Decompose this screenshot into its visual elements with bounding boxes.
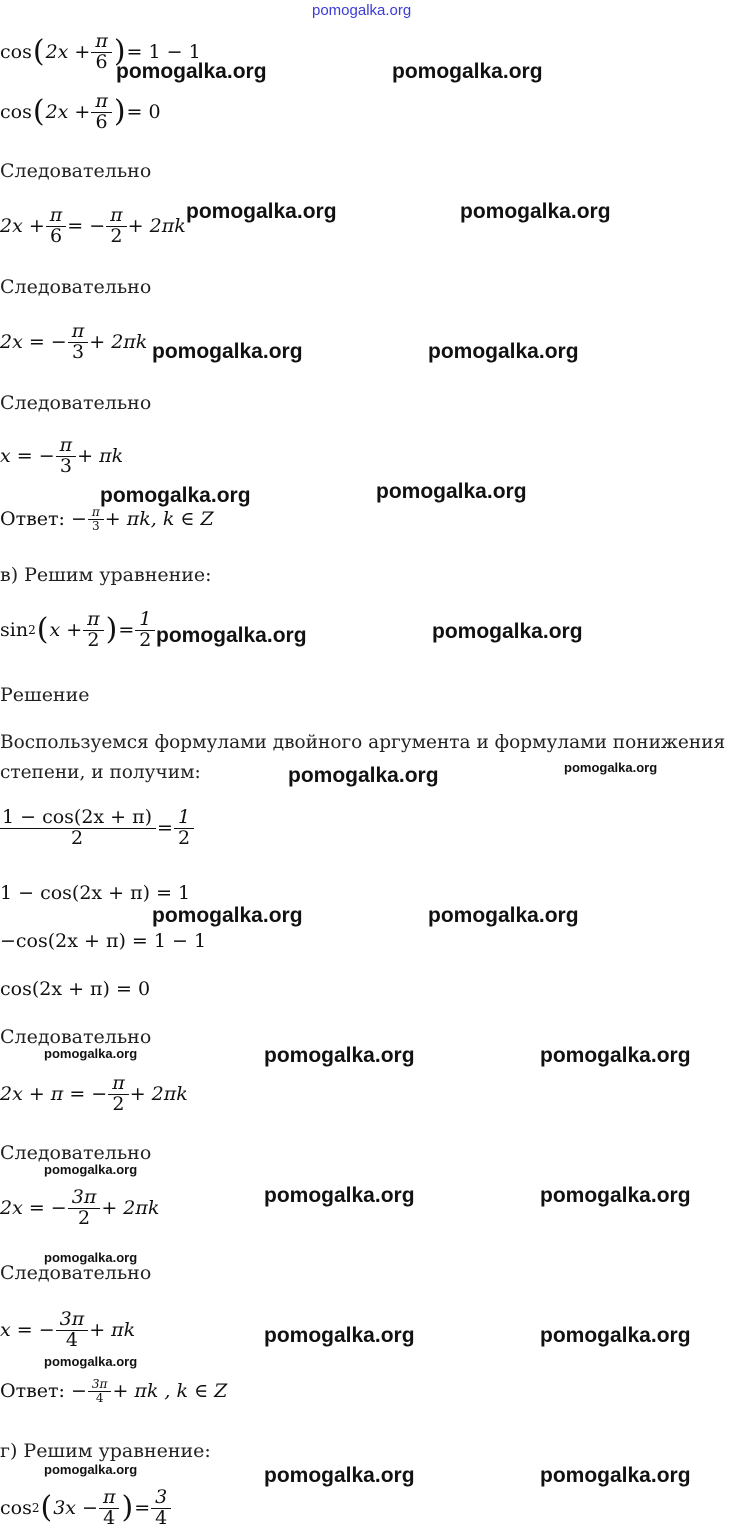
eq12-lhs: 2x = −: [0, 1197, 67, 1220]
watermark: pomogalka.org: [264, 1184, 415, 1207]
eq12-d1: 2: [68, 1208, 101, 1229]
reshenie-heading: Решение: [0, 684, 90, 706]
answer2-n1: 3π: [91, 1377, 108, 1391]
answer1-n1: π: [91, 505, 100, 519]
eq6-lparen: (: [36, 612, 49, 648]
eq3-n1: π: [49, 204, 63, 226]
sledovatelno-4: Следовательно: [0, 1026, 152, 1048]
answer1-frac: [90, 506, 102, 532]
eq6-mid: =: [118, 619, 135, 642]
watermark: pomogalka.org: [264, 1324, 415, 1347]
eq3-d2: 2: [106, 226, 127, 247]
eq7-frac1: [0, 808, 154, 849]
part-v-heading: в) Решим уравнение:: [0, 564, 212, 586]
eq5-lhs: x = −: [0, 445, 55, 468]
eq13-d1: 4: [56, 1330, 89, 1351]
eq5-d1: 3: [56, 456, 77, 477]
eq4-rhs: + 2πk: [89, 331, 148, 354]
eq1-lparen: (: [32, 34, 45, 70]
eq6-rparen: ): [105, 612, 118, 648]
eq6-d1: 2: [83, 630, 104, 651]
eq2-inner: 2x +: [45, 101, 91, 124]
sledovatelno-6: Следовательно: [0, 1262, 152, 1284]
equation-13: [0, 1310, 135, 1351]
equation-6: [0, 610, 156, 651]
watermark: pomogalka.org: [540, 1184, 691, 1207]
eq6-n1: π: [87, 608, 100, 630]
eq14-frac1: [101, 1488, 118, 1529]
eq1-rhs: = 1 − 1: [126, 41, 201, 64]
top-watermark: pomogalka.org: [312, 2, 412, 19]
eq14-d2: 4: [151, 1508, 171, 1529]
eq14-lparen: (: [40, 1490, 53, 1526]
eq11-lhs: 2x + π = −: [0, 1083, 108, 1106]
watermark: pomogalka.org: [392, 60, 543, 83]
sledovatelno-2: Следовательно: [0, 276, 152, 298]
watermark: pomogalka.org: [540, 1324, 691, 1347]
eq6-inner: x +: [49, 619, 83, 642]
eq6-frac2: [137, 610, 153, 651]
eq11-rhs: + 2πk: [129, 1083, 188, 1106]
eq1-den: 6: [91, 52, 112, 73]
watermark-small: pomogalka.org: [44, 1046, 138, 1061]
watermark: pomogalka.org: [100, 484, 251, 507]
eq13-n1: 3π: [59, 1308, 85, 1330]
eq6-fn: sin: [0, 619, 29, 642]
eq14-fn: cos: [0, 1497, 32, 1520]
eq7-num: 1 − cos(2x + π): [2, 806, 153, 828]
eq3-frac2: [108, 206, 125, 247]
equation-9: −cos(2x + π) = 1 − 1: [0, 930, 207, 952]
eq7-d2: 2: [174, 828, 194, 849]
eq14-frac2: [153, 1488, 169, 1529]
eq3-d1: 6: [46, 226, 67, 247]
watermark: pomogalka.org: [156, 624, 307, 647]
eq1-num: π: [95, 30, 108, 52]
eq6-frac1: [85, 610, 102, 651]
eq2-num: π: [95, 90, 108, 112]
eq3-frac1: [48, 206, 65, 247]
eq5-frac: [58, 436, 75, 477]
answer1-rhs: + πk, k ∈ Z: [104, 508, 214, 531]
eq4-lhs: 2x = −: [0, 331, 67, 354]
watermark-small: pomogalka.org: [44, 1354, 138, 1369]
eq11-d1: 2: [108, 1094, 129, 1115]
eq11-frac: [110, 1074, 127, 1115]
answer-2: [0, 1378, 227, 1404]
equation-7: [0, 808, 195, 849]
eq13-frac: [58, 1310, 87, 1351]
watermark: pomogalka.org: [116, 60, 267, 83]
equation-11: [0, 1074, 188, 1115]
eq1-inner: 2x +: [45, 41, 91, 64]
eq14-inner: 3x −: [53, 1497, 98, 1520]
eq14-mid: =: [134, 1497, 151, 1520]
answer2-frac: [90, 1378, 110, 1404]
eq14-pow: 2: [31, 1501, 40, 1516]
eq3-rhs: + 2πk: [127, 215, 186, 238]
eq3-n2: π: [110, 204, 123, 226]
eq14-d1: 4: [99, 1508, 120, 1529]
eq12-n1: 3π: [71, 1186, 97, 1208]
eq2-lparen: (: [32, 94, 45, 130]
eq2-rhs: = 0: [126, 101, 161, 124]
eq12-rhs: + 2πk: [101, 1197, 160, 1220]
watermark-small: pomogalka.org: [44, 1462, 138, 1477]
eq6-d2: 2: [135, 630, 155, 651]
eq1-fraction: [93, 32, 110, 73]
watermark-small: pomogalka.org: [564, 760, 658, 775]
eq5-rhs: + πk: [77, 445, 124, 468]
sledovatelno-5: Следовательно: [0, 1142, 152, 1164]
eq2-fn: cos: [0, 101, 32, 124]
watermark: pomogalka.org: [428, 340, 579, 363]
eq2-rparen: ): [113, 94, 126, 130]
eq2-den: 6: [91, 112, 112, 133]
watermark: pomogalka.org: [540, 1464, 691, 1487]
equation-4: [0, 322, 147, 363]
watermark-small: pomogalka.org: [44, 1162, 138, 1177]
watermark: pomogalka.org: [264, 1044, 415, 1067]
eq14-n1: π: [102, 1486, 116, 1508]
eq4-n1: π: [71, 320, 85, 342]
eq7-frac2: [176, 808, 192, 849]
watermark: pomogalka.org: [460, 200, 611, 223]
watermark: pomogalka.org: [288, 764, 439, 787]
sledovatelno-3: Следовательно: [0, 392, 152, 414]
watermark: pomogalka.org: [186, 200, 337, 223]
watermark-small: pomogalka.org: [44, 1250, 138, 1265]
eq7-mid: =: [157, 817, 173, 840]
formula-text-line-2: степени, и получим:: [0, 762, 201, 783]
equation-3: [0, 206, 186, 247]
answer1-label: Ответ: −: [0, 508, 87, 531]
answer2-rhs: + πk , k ∈ Z: [112, 1380, 228, 1403]
eq13-lhs: x = −: [0, 1319, 55, 1342]
eq4-frac: [70, 322, 87, 363]
eq3-lhs: 2x +: [0, 215, 45, 238]
eq5-n1: π: [59, 434, 73, 456]
watermark: pomogalka.org: [428, 904, 579, 927]
watermark: pomogalka.org: [432, 620, 583, 643]
equation-8: 1 − cos(2x + π) = 1: [0, 882, 191, 904]
answer1-d1: 3: [88, 519, 104, 533]
answer2-d1: 4: [88, 1391, 112, 1405]
eq1-fn: cos: [0, 41, 32, 64]
eq3-mid: = −: [67, 215, 106, 238]
eq13-rhs: + πk: [89, 1319, 136, 1342]
watermark: pomogalka.org: [264, 1464, 415, 1487]
equation-2: [0, 92, 161, 133]
eq2-fraction: [93, 92, 110, 133]
sledovatelno-1: Следовательно: [0, 160, 152, 182]
watermark: pomogalka.org: [540, 1044, 691, 1067]
watermark: pomogalka.org: [376, 480, 527, 503]
equation-10: cos(2x + π) = 0: [0, 978, 151, 1000]
eq6-n2: 1: [139, 608, 152, 630]
eq1-rparen: ): [113, 34, 126, 70]
eq11-n1: π: [112, 1072, 125, 1094]
part-g-heading: г) Решим уравнение:: [0, 1440, 211, 1462]
equation-12: [0, 1188, 159, 1229]
eq7-n2: 1: [177, 806, 191, 828]
eq12-frac: [70, 1188, 99, 1229]
eq7-den: 2: [0, 828, 156, 849]
eq4-d1: 3: [68, 342, 89, 363]
answer-1: [0, 506, 214, 532]
answer2-label: Ответ: −: [0, 1380, 87, 1403]
watermark: pomogalka.org: [152, 904, 303, 927]
equation-14: [0, 1488, 172, 1529]
eq6-pow: 2: [28, 623, 36, 638]
formula-text-line-1: Воспользуемся формулами двойного аргумента и формулами понижения: [0, 732, 726, 753]
eq14-rparen: ): [121, 1490, 134, 1526]
eq14-n2: 3: [155, 1486, 168, 1508]
equation-5: [0, 436, 123, 477]
watermark: pomogalka.org: [152, 340, 303, 363]
